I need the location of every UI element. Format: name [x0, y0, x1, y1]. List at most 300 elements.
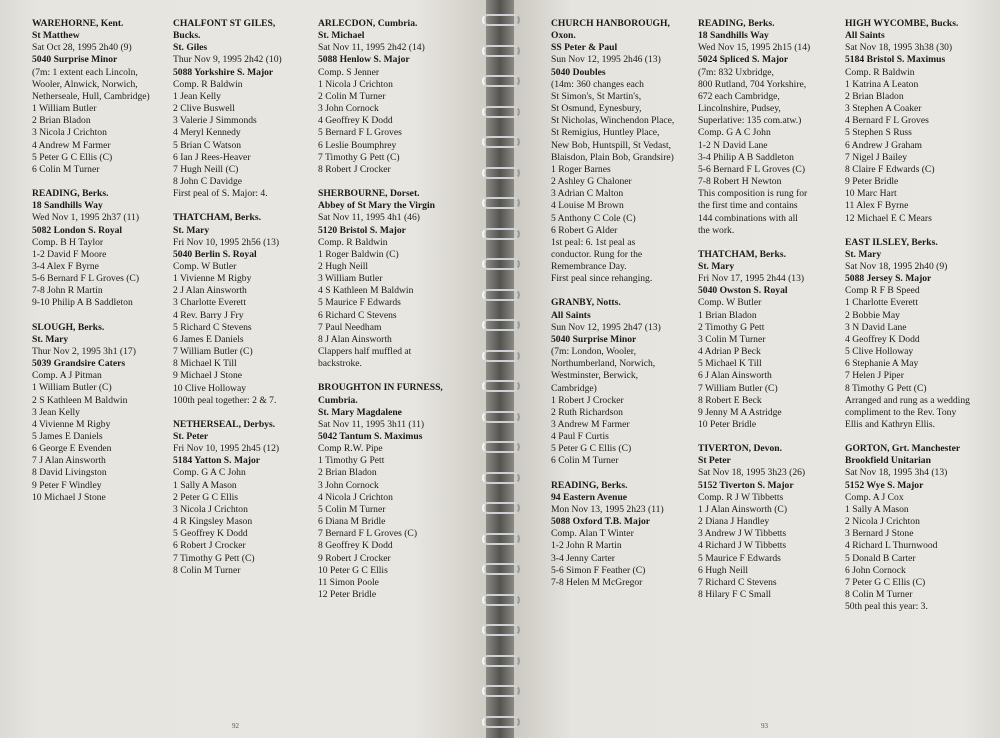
record-line: Comp. A J Cox: [845, 491, 904, 503]
record-line: 9 Robert J Crocker: [318, 552, 391, 564]
record-line: 7 Hugh Neill (C): [173, 163, 239, 175]
record-line: 2 Brian Bladon: [318, 467, 377, 479]
record-line: 3 N David Lane: [845, 321, 907, 333]
record-line: 8 John C Davidge: [173, 176, 243, 188]
record-line: 8 Timothy G Pett (C): [845, 382, 927, 394]
record-line: 5 Anthony C Cole (C): [551, 212, 636, 224]
record-line: 6 Andrew J Graham: [845, 139, 922, 151]
peal-record: [32, 322, 150, 504]
peal-record: [551, 18, 674, 285]
record-line: 5082 London S. Royal: [32, 224, 123, 236]
record-line: Sun Nov 12, 1995 2h47 (13): [551, 321, 661, 333]
peal-record: [173, 212, 282, 407]
record-line: 5 Geoffrey K Dodd: [173, 528, 248, 540]
record-line: St. Mary Magdalene: [318, 406, 402, 418]
record-line: 7-8 John R Martin: [32, 285, 103, 297]
spiral-ring: [482, 228, 520, 240]
record-line: 10 Marc Hart: [845, 188, 897, 200]
record-line: Clappers half muffled at: [318, 346, 412, 358]
record-line: 1 Roger Baldwin (C): [318, 248, 399, 260]
record-line: 4 Rev. Barry J Fry: [173, 309, 244, 321]
record-heading: READING, Berks.: [551, 479, 628, 491]
record-line: Sat Nov 18, 1995 3h4 (13): [845, 467, 948, 479]
peal-record: [698, 443, 810, 601]
record-line: 5184 Bristol S. Maximus: [845, 54, 946, 66]
record-line: Comp. S Jenner: [318, 66, 380, 78]
record-line: 9 Peter Bridle: [845, 176, 899, 188]
record-line: the work.: [698, 224, 735, 236]
record-line: Wed Nov 15, 1995 2h15 (14): [698, 42, 811, 54]
record-line: 2 Colin M Turner: [318, 90, 386, 102]
record-heading: GRANBY, Notts.: [551, 297, 621, 309]
record-line: 8 Hilary F C Small: [698, 589, 772, 601]
record-line: 5 Peter G C Ellis (C): [32, 151, 113, 163]
record-line: 18 Sandhills Way: [32, 200, 103, 212]
record-line: 5088 Oxford T.B. Major: [551, 516, 651, 528]
column-4: [551, 18, 674, 601]
spiral-ring: [482, 258, 520, 270]
record-line: 6 Ian J Rees-Heaver: [173, 151, 251, 163]
record-line: First peal since rehanging.: [551, 273, 653, 285]
record-line: compliment to the Rev. Tony: [845, 406, 957, 418]
record-line: St Nicholas, Winchendon Place,: [551, 115, 675, 127]
record-line: backstroke.: [318, 358, 362, 370]
record-line: 3 Bernard J Stone: [845, 528, 914, 540]
record-line: 11 Alex F Byrne: [845, 200, 909, 212]
record-line: Cumbria.: [318, 394, 358, 406]
spiral-ring: [482, 136, 520, 148]
record-line: (7m: 832 Uxbridge,: [698, 66, 774, 78]
record-heading: EAST ILSLEY, Berks.: [845, 236, 938, 248]
record-line: 2 Diana J Handley: [698, 516, 770, 528]
spiral-ring: [482, 45, 520, 57]
record-line: 10 Michael J Stone: [32, 491, 106, 503]
peal-record: [551, 480, 674, 589]
record-line: Comp. R J W Tibbetts: [698, 491, 784, 503]
peal-record: [32, 188, 150, 310]
record-line: 3-4 Jenny Carter: [551, 552, 615, 564]
record-line: 7 Timothy G Pett (C): [318, 151, 400, 163]
record-line: 4 Vivienne M Rigby: [32, 418, 111, 430]
record-line: 6 J Alan Ainsworth: [698, 370, 772, 382]
peal-record: [845, 443, 970, 613]
record-line: 7 William Butler (C): [698, 382, 778, 394]
record-line: the first time and contains: [698, 200, 798, 212]
record-line: 8 Colin M Turner: [845, 589, 913, 601]
record-line: Comp. G A C John: [698, 127, 771, 139]
spiral-ring: [482, 75, 520, 87]
record-line: 5 Stephen S Russ: [845, 127, 912, 139]
record-line: 2 Timothy G Pett: [698, 321, 765, 333]
record-line: Comp. Alan T Winter: [551, 528, 634, 540]
record-line: 2 Nicola J Crichton: [845, 516, 920, 528]
record-line: 10 Peter G C Ellis: [318, 564, 388, 576]
spiral-ring: [482, 502, 520, 514]
record-line: 5 Richard C Stevens: [173, 321, 252, 333]
record-line: 5-6 Bernard F L Groves (C): [698, 163, 806, 175]
record-line: 6 Diana M Bridle: [318, 516, 386, 528]
record-line: Northumberland, Norwich,: [551, 358, 656, 370]
peal-record: [845, 237, 970, 432]
spiral-ring: [482, 411, 520, 423]
record-heading: SHERBOURNE, Dorset.: [318, 188, 420, 200]
record-line: 7 Richard C Stevens: [698, 576, 777, 588]
record-line: 5120 Bristol S. Major: [318, 224, 406, 236]
record-line: Comp. R Baldwin: [845, 66, 915, 78]
record-line: 3 Nicola J Crichton: [173, 503, 248, 515]
record-line: Ellis and Kathryn Ellis.: [845, 419, 936, 430]
record-line: 4 Meryl Kennedy: [173, 127, 241, 139]
record-line: 6 Robert J Crocker: [173, 540, 246, 552]
record-line: Mon Nov 13, 1995 2h23 (11): [551, 503, 664, 515]
record-line: 1 J Alan Ainsworth (C): [698, 503, 788, 515]
record-line: 3 Jean Kelly: [32, 406, 80, 418]
spiral-ring: [482, 594, 520, 606]
record-line: Fri Nov 10, 1995 2h45 (12): [173, 443, 280, 455]
record-line: 1-2 David F Moore: [32, 248, 107, 260]
column-2: [173, 18, 282, 589]
column-5: [698, 18, 810, 613]
record-heading: THATCHAM, Berks.: [173, 212, 262, 224]
record-line: Comp R F B Speed: [845, 285, 920, 297]
record-line: 7-8 Helen M McGregor: [551, 576, 643, 588]
spiral-ring: [482, 289, 520, 301]
record-line: 7 Nigel J Bailey: [845, 151, 908, 163]
record-line: 1 Vivienne M Rigby: [173, 273, 252, 285]
record-line: 5-6 Simon F Feather (C): [551, 564, 646, 576]
record-line: St. Peter: [173, 431, 209, 442]
record-line: 3 Adrian C Malton: [551, 188, 624, 200]
record-line: 6 George E Evenden: [32, 443, 112, 455]
record-line: 10 Peter Bridle: [698, 419, 757, 430]
record-line: 1 Jean Kelly: [173, 90, 221, 102]
record-line: 9 Jenny M A Astridge: [698, 406, 782, 418]
record-line: St. Mary: [173, 224, 210, 236]
record-line: 5039 Grandsire Caters: [32, 358, 126, 370]
record-line: This composition is rung for: [698, 188, 808, 200]
record-line: 6 Stephanie A May: [845, 358, 919, 370]
record-line: 7 Paul Needham: [318, 321, 382, 333]
record-line: St Matthew: [32, 30, 80, 42]
record-line: 2 Brian Bladon: [32, 115, 91, 127]
record-line: 4 Andrew M Farmer: [32, 139, 111, 151]
record-line: 12 Michael E C Mears: [845, 212, 932, 224]
record-line: 8 Claire F Edwards (C): [845, 163, 935, 175]
record-line: Comp. G A C John: [173, 467, 246, 479]
record-heading: READING, Berks.: [32, 188, 109, 200]
record-line: 2 J Alan Ainsworth: [173, 285, 247, 297]
record-line: Sat Nov 11, 1995 2h42 (14): [318, 42, 425, 54]
record-line: Comp. R Baldwin: [173, 78, 243, 90]
record-line: 1 Nicola J Crichton: [318, 78, 393, 90]
record-line: 4 R Kingsley Mason: [173, 516, 253, 528]
record-line: Sat Nov 18, 1995 2h40 (9): [845, 260, 948, 272]
record-line: Comp R.W. Pipe: [318, 443, 383, 455]
record-heading: READING, Berks.: [698, 18, 775, 29]
record-line: Wooler, Alnwick, Norwich,: [32, 78, 138, 90]
record-line: 5088 Jersey S. Major: [845, 273, 932, 285]
record-line: 5 Maurice F Edwards: [698, 552, 781, 564]
record-line: 5152 Wye S. Major: [845, 479, 924, 491]
spiral-ring: [482, 441, 520, 453]
record-line: 8 Robert J Crocker: [318, 163, 391, 175]
record-line: Wed Nov 1, 1995 2h37 (11): [32, 212, 140, 224]
record-line: 3 Stephen A Coaker: [845, 103, 922, 115]
spiral-ring: [482, 197, 520, 209]
record-line: Sat Nov 11, 1995 4h1 (46): [318, 212, 420, 224]
record-line: (7m: London, Wooler,: [551, 346, 636, 358]
record-heading: HIGH WYCOMBE, Bucks.: [845, 18, 959, 29]
record-line: 1st peal: 6. 1st peal as: [551, 236, 636, 248]
record-line: 7 Peter G C Ellis (C): [845, 576, 926, 588]
spiral-ring: [482, 472, 520, 484]
record-line: 3-4 Alex F Byrne: [32, 260, 99, 272]
record-line: 1 Katrina A Leaton: [845, 78, 919, 90]
record-line: 9 Peter F Windley: [32, 479, 102, 491]
record-line: 9-10 Philip A B Saddleton: [32, 297, 133, 309]
record-line: St Peter: [698, 455, 731, 467]
record-line: Sun Nov 12, 1995 2h46 (13): [551, 54, 661, 66]
record-line: 4 Richard J W Tibbetts: [698, 540, 787, 552]
record-heading: BROUGHTON IN FURNESS,: [318, 382, 443, 394]
record-line: 7-8 Robert H Newton: [698, 176, 782, 188]
record-line: 4 Geoffrey K Dodd: [845, 333, 920, 345]
record-line: 8 J Alan Ainsworth: [318, 333, 392, 345]
record-line: 3 Colin M Turner: [698, 333, 766, 345]
record-line: 7 J Alan Ainsworth: [32, 455, 106, 467]
record-line: Abbey of St Mary the Virgin: [318, 200, 435, 212]
record-line: 144 combinations with all: [698, 212, 798, 224]
column-1: [32, 18, 150, 516]
record-line: 6 Colin M Turner: [32, 163, 100, 175]
record-line: 1 Roger Barnes: [551, 163, 611, 175]
record-line: St. Mary: [32, 333, 69, 345]
record-heading: GORTON, Grt. Manchester: [845, 443, 961, 455]
record-heading: NETHERSEAL, Derbys.: [173, 418, 276, 430]
record-line: 5088 Henlow S. Major: [318, 54, 410, 66]
record-line: 5152 Tiverton S. Major: [698, 479, 794, 491]
record-line: 3 William Butler: [318, 273, 383, 285]
record-line: 3 Nicola J Crichton: [32, 127, 107, 139]
record-line: 9 Michael J Stone: [173, 370, 243, 382]
record-line: Fri Nov 17, 1995 2h44 (13): [698, 273, 805, 285]
page-number-right: 93: [761, 722, 768, 730]
record-line: 4 Nicola J Crichton: [318, 491, 393, 503]
record-line: 5024 Spliced S. Major: [698, 54, 789, 66]
record-line: 3 Charlotte Everett: [173, 297, 246, 309]
peal-record: [318, 382, 443, 601]
peal-record: [698, 249, 810, 431]
record-line: 6 Colin M Turner: [551, 455, 619, 467]
record-line: 5 Brian C Watson: [173, 139, 242, 151]
record-line: 5 James E Daniels: [32, 431, 103, 442]
record-line: Oxon.: [551, 30, 576, 42]
peal-record: [318, 18, 443, 176]
record-line: St. Giles: [173, 42, 208, 54]
record-line: New Bob, Huntspill, St Vedast,: [551, 139, 672, 151]
record-line: 100th peal together: 2 & 7.: [173, 394, 277, 406]
peal-record: [173, 18, 282, 200]
record-line: 8 Robert E Beck: [698, 394, 762, 406]
record-line: 7 Timothy G Pett (C): [173, 552, 255, 564]
record-line: 3 John Cornock: [318, 479, 379, 491]
record-line: 4 Adrian P Beck: [698, 346, 761, 358]
record-line: St. Mary: [845, 248, 882, 260]
record-line: Netherseale, Hull, Cambridge): [32, 90, 150, 102]
column-3: [318, 18, 443, 613]
spiral-ring: [482, 655, 520, 667]
record-line: 5040 Doubles: [551, 66, 606, 78]
spiral-ring: [482, 350, 520, 362]
record-line: 5040 Berlin S. Royal: [173, 248, 257, 260]
record-line: 2 Ashley G Chaloner: [551, 176, 632, 188]
record-line: 3 John Cornock: [318, 103, 379, 115]
record-line: (14m: 360 changes each: [551, 78, 644, 90]
spiral-ring: [482, 685, 520, 697]
spiral-ring: [482, 380, 520, 392]
record-line: Sat Oct 28, 1995 2h40 (9): [32, 42, 132, 54]
record-line: 6 Richard C Stevens: [318, 309, 397, 321]
record-line: Blaisdon, Plain Bob, Grandsire): [551, 151, 674, 163]
peal-record: [698, 18, 810, 237]
spiral-ring: [482, 106, 520, 118]
record-line: Superlative: 135 com.atw.): [698, 115, 802, 127]
record-line: 6 Robert G Alder: [551, 224, 618, 236]
record-line: Bucks.: [173, 30, 201, 42]
record-line: 5 Maurice F Edwards: [318, 297, 401, 309]
spiral-ring: [482, 14, 520, 26]
record-line: Thur Nov 9, 1995 2h42 (10): [173, 54, 282, 66]
record-line: 4 S Kathleen M Baldwin: [318, 285, 414, 297]
record-line: First peal of S. Major: 4.: [173, 188, 268, 200]
record-line: St Simon's, St Martin's,: [551, 90, 642, 102]
column-6: [845, 18, 970, 625]
record-line: Arranged and rung as a wedding: [845, 394, 970, 406]
record-line: conductor. Rung for the: [551, 248, 643, 260]
record-line: 6 Leslie Boumphrey: [318, 139, 397, 151]
record-line: Cambridge): [551, 382, 597, 394]
record-line: Lincolnshire, Pudsey,: [698, 103, 781, 115]
record-line: 2 S Kathleen M Baldwin: [32, 394, 128, 406]
record-line: 6 Hugh Neill: [698, 564, 749, 576]
record-line: 1 Brian Bladon: [698, 309, 757, 321]
record-line: 1 William Butler (C): [32, 382, 112, 394]
record-line: Comp. A J Pitman: [32, 370, 102, 382]
peal-record: [318, 188, 443, 370]
peal-record: [173, 419, 282, 577]
record-line: 7 William Butler (C): [173, 346, 253, 358]
record-line: 7 Helen J Piper: [845, 370, 904, 382]
spiral-ring: [482, 563, 520, 575]
record-line: 1-2 John R Martin: [551, 540, 622, 552]
record-line: 4 Richard L Thurnwood: [845, 540, 938, 552]
peal-record: [845, 18, 970, 225]
spiral-ring: [482, 624, 520, 636]
record-line: St Osmund, Eynesbury,: [551, 103, 642, 115]
record-line: 5 Donald B Carter: [845, 552, 916, 564]
record-line: 6 James E Daniels: [173, 333, 244, 345]
record-line: 5 Colin M Turner: [318, 503, 386, 515]
record-line: Brookfield Unitarian: [845, 455, 931, 467]
record-line: 1 Robert J Crocker: [551, 394, 624, 406]
record-line: 1-2 N David Lane: [698, 139, 768, 151]
record-line: 1 Sally A Mason: [845, 503, 909, 515]
record-line: 5042 Tantum S. Maximus: [318, 431, 423, 442]
record-line: 2 Bobbie May: [845, 309, 900, 321]
record-line: Comp. R Baldwin: [318, 236, 388, 248]
peal-record: [551, 297, 674, 467]
record-line: 10 Clive Holloway: [173, 382, 247, 394]
record-heading: THATCHAM, Berks.: [698, 248, 787, 260]
record-line: 4 Louise M Brown: [551, 200, 624, 212]
record-line: 1 William Butler: [32, 103, 97, 115]
record-heading: CHURCH HANBOROUGH,: [551, 18, 670, 29]
record-line: Remembrance Day.: [551, 261, 627, 273]
peal-record: [32, 18, 150, 176]
record-line: All Saints: [845, 30, 885, 42]
record-line: Thur Nov 2, 1995 3h1 (17): [32, 345, 136, 357]
record-line: 18 Sandhills Way: [698, 30, 769, 42]
record-line: 50th peal this year: 3.: [845, 601, 928, 613]
record-line: 3-4 Philip A B Saddleton: [698, 151, 794, 163]
record-heading: CHALFONT ST GILES,: [173, 18, 276, 29]
record-heading: WAREHORNE, Kent.: [32, 18, 124, 29]
record-line: 2 Ruth Richardson: [551, 406, 623, 418]
record-line: 5040 Surprise Minor: [551, 333, 637, 345]
record-line: 7 Bernard F L Groves (C): [318, 528, 418, 540]
record-line: Comp. W Butler: [698, 297, 762, 309]
record-line: Sat Nov 11, 1995 3h11 (11): [318, 418, 425, 430]
record-heading: SLOUGH, Berks.: [32, 321, 105, 333]
record-line: 2 Clive Buswell: [173, 103, 235, 115]
record-line: 5040 Owston S. Royal: [698, 285, 788, 297]
record-line: St. Mary: [698, 260, 735, 272]
record-line: 1 Sally A Mason: [173, 479, 237, 491]
record-line: 12 Peter Bridle: [318, 589, 377, 601]
record-line: 5088 Yorkshire S. Major: [173, 66, 274, 78]
record-line: 5 Bernard F L Groves: [318, 127, 402, 139]
record-line: Fri Nov 10, 1995 2h56 (13): [173, 236, 280, 248]
record-line: 1 Charlotte Everett: [845, 297, 918, 309]
record-line: 4 Paul F Curtis: [551, 431, 609, 443]
record-line: 3 Andrew M Farmer: [551, 419, 630, 430]
record-line: Sat Nov 18, 1995 3h38 (30): [845, 42, 953, 54]
spiral-ring: [482, 533, 520, 545]
record-line: SS Peter & Paul: [551, 42, 618, 54]
record-line: 8 Colin M Turner: [173, 564, 241, 576]
record-line: All Saints: [551, 309, 591, 321]
record-line: 8 David Livingston: [32, 467, 107, 479]
record-line: Comp. W Butler: [173, 260, 237, 272]
record-heading: TIVERTON, Devon.: [698, 443, 782, 455]
record-line: 11 Simon Poole: [318, 576, 379, 588]
record-line: 5 Peter G C Ellis (C): [551, 443, 632, 455]
spiral-ring: [482, 319, 520, 331]
record-line: Sat Nov 18, 1995 3h23 (26): [698, 467, 806, 479]
record-line: Comp. B H Taylor: [32, 236, 104, 248]
record-line: (7m: 1 extent each Lincoln,: [32, 66, 138, 78]
spiral-ring: [482, 167, 520, 179]
record-line: St Remigius, Huntley Place,: [551, 127, 660, 139]
record-line: 5040 Surprise Minor: [32, 54, 118, 66]
record-line: 5 Michael K Till: [698, 358, 762, 370]
record-line: 6 John Cornock: [845, 564, 906, 576]
record-line: 2 Hugh Neill: [318, 260, 369, 272]
record-line: 8 Geoffrey K Dodd: [318, 540, 393, 552]
spiral-ring: [482, 716, 520, 728]
record-line: St. Michael: [318, 30, 365, 42]
record-line: 94 Eastern Avenue: [551, 491, 628, 503]
